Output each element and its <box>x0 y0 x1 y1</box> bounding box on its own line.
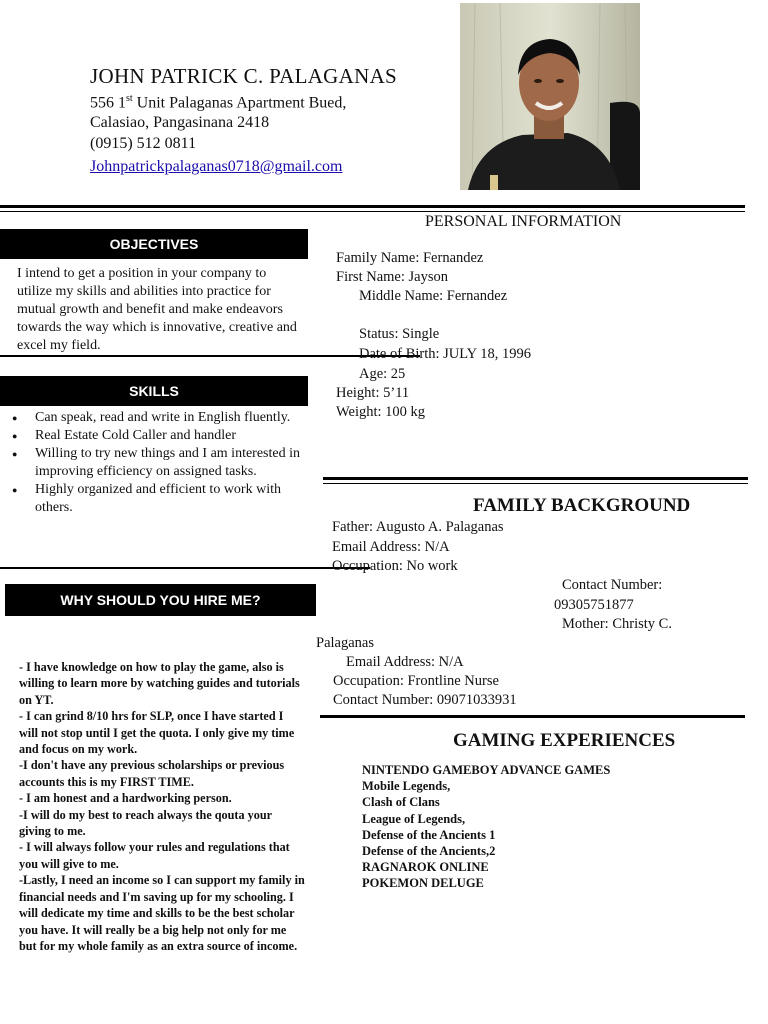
list-item: Defense of the Ancients 1 <box>362 827 496 842</box>
mother-name: Mother: Christy C. <box>562 616 672 632</box>
mother-email: Email Address: N/A <box>346 654 464 670</box>
list-item: POKEMON DELUGE <box>362 876 484 891</box>
list-item: ● Real Estate Cold Caller and handler <box>12 427 312 445</box>
address-line-2: Calasiao, Pangasinana 2418 <box>90 114 270 131</box>
objectives-text: I intend to get a position in your company to utilize my skills and abilities into practice for mutual growth and benefit and make endeavors towards the way which is innovative, creative and excel my field. <box>17 266 297 353</box>
profile-photo <box>460 3 640 190</box>
hire-heading: WHY SHOULD YOU HIRE ME? <box>5 584 316 616</box>
applicant-name: JOHN PATRICK C. PALAGANAS <box>90 64 398 88</box>
first-name: First Name: Jayson <box>336 269 448 285</box>
weight: Weight: 100 kg <box>336 404 426 420</box>
list-item: ● Willing to try new things and I am interested in improving efficiency on assigned tasks. <box>12 445 312 481</box>
hire-line: - I have knowledge on how to play the game, also is willing to learn more by watching guides and tutorials on YT. <box>19 660 300 707</box>
list-item: RAGNAROK ONLINE <box>362 860 489 875</box>
skills-divider <box>0 567 370 569</box>
objectives-heading: OBJECTIVES <box>0 229 308 259</box>
family-name: Family Name: Fernandez <box>336 250 484 266</box>
age: Age: 25 <box>359 366 406 382</box>
mother-occupation: Occupation: Frontline Nurse <box>333 673 499 689</box>
gaming-list <box>362 762 610 892</box>
list-item: ● Can speak, read and write in English fluently. <box>12 409 312 427</box>
hire-line: -I don't have any previous scholarships or previous accounts this is my FIRST TIME. <box>19 758 285 789</box>
objectives-divider <box>0 355 420 357</box>
father-email: Email Address: N/A <box>332 539 450 555</box>
hire-text <box>19 659 305 954</box>
hire-line: - I can grind 8/10 hrs for SLP, once I have started I will not stop until I get the quota. I only give my time and focus on my work. <box>19 709 295 757</box>
mother-surname: Palaganas <box>316 635 374 651</box>
personal-divider-thin <box>323 483 748 484</box>
list-item: ● Highly organized and efficient to work with others. <box>12 481 312 517</box>
list-item: Defense of the Ancients,2 <box>362 844 496 859</box>
father-name: Father: Augusto A. Palaganas <box>332 519 504 535</box>
top-divider-thin <box>0 211 745 212</box>
skills-list <box>12 409 312 517</box>
date-of-birth: Date of Birth: JULY 18, 1996 <box>359 346 531 362</box>
list-item: Clash of Clans <box>362 795 440 810</box>
list-item: League of Legends, <box>362 811 466 826</box>
skills-heading: SKILLS <box>0 376 308 406</box>
hire-line: -Lastly, I need an income so I can support my family in financial needs and I'm saving up for my schooling. I will dedicate my time and skills to be the best scholar you have. It will really be a big help not only for me but for my whole family as an extra source of income. <box>19 873 305 953</box>
family-background-heading: FAMILY BACKGROUND <box>473 495 691 516</box>
email-link[interactable]: Johnpatrickpalaganas0718@gmail.com <box>90 158 343 175</box>
hire-line: - I will always follow your rules and regulations that you will give to me. <box>19 840 290 871</box>
phone-number: (0915) 512 0811 <box>90 135 197 152</box>
list-item: NINTENDO GAMEBOY ADVANCE GAMES <box>362 763 611 777</box>
gaming-experiences-heading: GAMING EXPERIENCES <box>453 730 676 751</box>
father-contact-label: Contact Number: <box>562 577 663 593</box>
personal-divider <box>323 477 748 480</box>
list-item: Mobile Legends, <box>362 779 451 794</box>
father-occupation: Occupation: No work <box>332 558 458 574</box>
top-divider <box>0 205 745 208</box>
middle-name: Middle Name: Fernandez <box>359 288 508 304</box>
status: Status: Single <box>359 326 440 342</box>
father-contact-number: 09305751877 <box>554 597 634 613</box>
personal-info-heading: PERSONAL INFORMATION <box>425 213 622 230</box>
hire-line: - I am honest and a hardworking person. <box>19 791 232 806</box>
mother-contact: Contact Number: 09071033931 <box>333 692 517 708</box>
height: Height: 5’11 <box>336 385 410 401</box>
hire-line: -I will do my best to reach always the qouta your giving to me. <box>19 807 272 839</box>
family-divider <box>320 715 745 718</box>
address-line-1: 556 1st Unit Palaganas Apartment Bued, <box>90 93 347 112</box>
